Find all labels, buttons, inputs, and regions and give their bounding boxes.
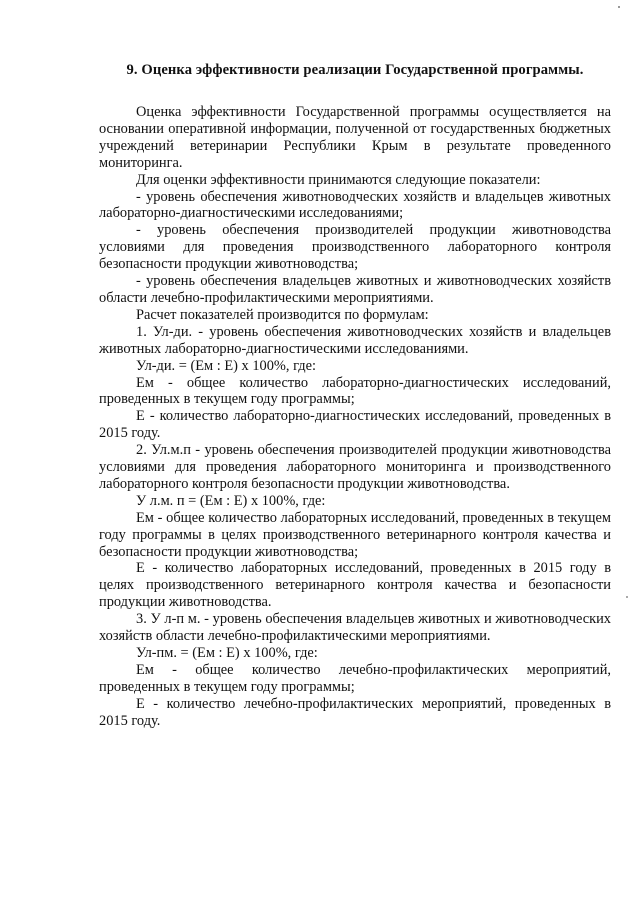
formula-2-e: Е - количество лабораторных исследований, проведенных в 2015 году в целях производственного ветеринарного контроля качества и безопасности продукции животноводства. [99,560,611,611]
paragraph-indicators-intro: Для оценки эффективности принимаются следующие показатели: [136,171,541,188]
formula-3: Ул-пм. = (Ем : Е) х 100%, где: [136,645,318,661]
indicator-3-definition: 3. У л-п м. - уровень обеспечения владельцев животных и животноводческих хозяйств области лечебно-профилактическими мероприятиями. [99,611,611,645]
indicator-item-1: - уровень обеспечения животноводческих хозяйств и владельцев животных лабораторно-диагностическими исследованиями; [99,188,611,222]
formula-2: У л.м. п = (Ем : Е) х 100%, где: [136,492,326,509]
indicator-1-definition: 1. Ул-ди. - уровень обеспечения животноводческих хозяйств и владельцев животных лабораторно-диагностическими исследованиями. [99,323,611,357]
formula-2-em: Ем - общее количество лабораторных исследований, проведенных в текущем году программы в целях производственного ветеринарного контроля качества и безопасности продукции животноводства; [99,509,611,560]
scan-speck [626,596,628,598]
document-body [99,59,611,730]
formula-3-em: Ем - общее количество лечебно-профилактических мероприятий, проведенных в текущем году программы; [99,661,611,695]
indicator-item-3: - уровень обеспечения владельцев животных и животноводческих хозяйств области лечебно-профилактическими мероприятиями. [99,273,611,306]
paragraph-intro: Оценка эффективности Государственной программы осуществляется на основании оперативной информации, полученной от государственных бюджетных учреждений ветеринарии Республики Крым в результате проведенного мониторинга. [99,104,611,171]
formula-1-em: Ем - общее количество лабораторно-диагностических исследований, проведенных в текущем году программы; [99,374,611,408]
paragraph-formulas-intro: Расчет показателей производится по формулам: [136,306,429,323]
scan-speck [618,6,620,8]
indicator-item-2: - уровень обеспечения производителей продукции животноводства условиями для проведения производственного лабораторного контроля безопасности продукции животноводства; [99,222,611,273]
indicator-2-definition: 2. Ул.м.п - уровень обеспечения производителей продукции животноводства условиями для проведения лабораторного мониторинга и производственного лабораторного контроля безопасности продукции животноводства. [99,442,611,492]
section-heading: 9. Оценка эффективности реализации Государственной программы. [126,62,584,78]
formula-3-e: Е - количество лечебно-профилактических мероприятий, проведенных в 2015 году. [99,695,611,729]
formula-1: Ул-ди. = (Ем : Е) х 100%, где: [136,357,316,374]
formula-1-e: Е - количество лабораторно-диагностических исследований, проведенных в 2015 году. [99,408,611,442]
